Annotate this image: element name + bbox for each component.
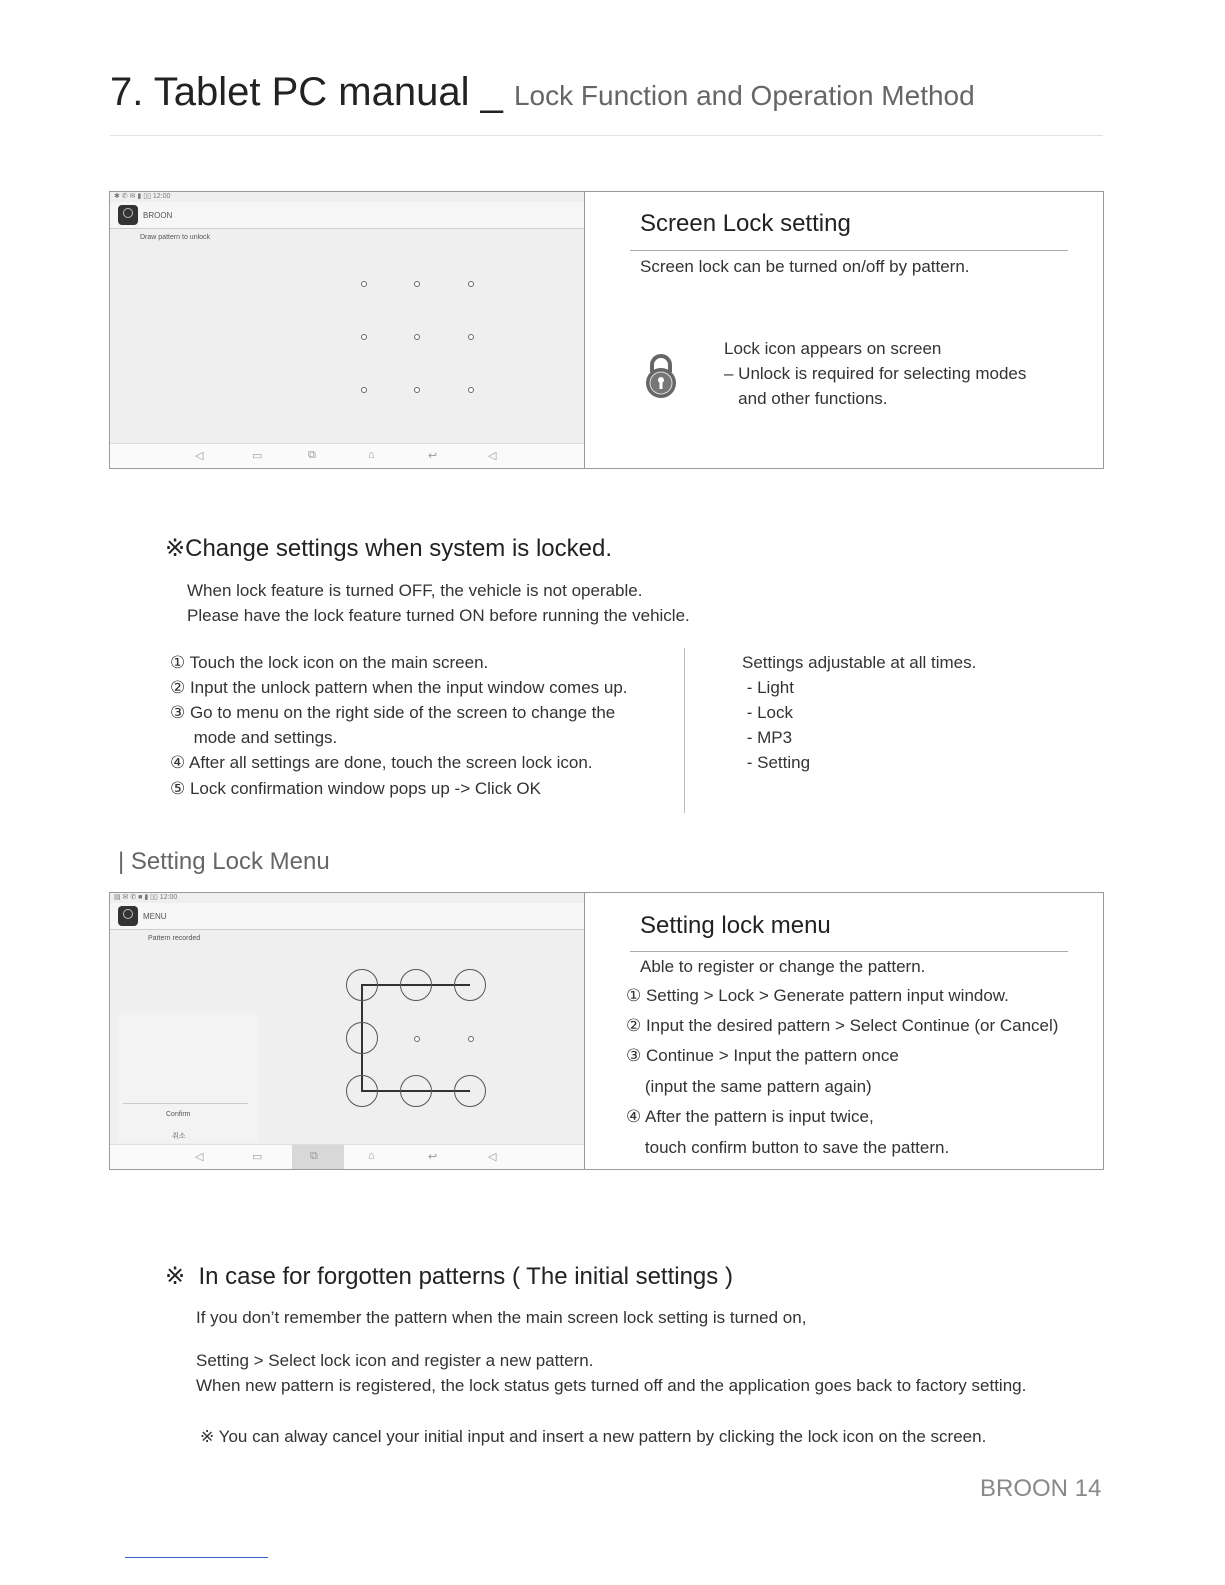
forgotten-paragraph-2a: Setting > Select lock icon and register a new pattern. <box>196 1351 594 1370</box>
pattern-node-selected[interactable] <box>454 1075 486 1107</box>
nav-bar <box>110 1144 584 1169</box>
pattern-dot[interactable] <box>468 387 474 393</box>
volume-up-icon[interactable]: ◁ <box>488 450 497 462</box>
intro-line-2: Please have the lock feature turned ON before running the vehicle. <box>187 606 690 625</box>
pattern-node-selected[interactable] <box>346 1022 378 1054</box>
status-bar: ✱ ✆ ✉ ▮ ▯▯ 12:00 <box>114 193 171 200</box>
tablet-screenshot-pattern <box>110 893 585 1169</box>
pattern-dot[interactable] <box>361 387 367 393</box>
footer-link-line <box>125 1557 268 1558</box>
card-description: Screen lock can be turned on/off by pattern. <box>640 257 970 276</box>
adjustable-item: - MP3 <box>742 728 793 747</box>
pattern-node-selected[interactable] <box>454 969 486 1001</box>
setting-lock-panel <box>109 892 1104 1170</box>
volume-down-icon[interactable]: ◁ <box>195 1151 204 1163</box>
card-line: Able to register or change the pattern. <box>640 957 926 976</box>
card-title: Setting lock menu <box>640 912 831 939</box>
pattern-dot[interactable] <box>414 1036 420 1042</box>
pattern-dot[interactable] <box>361 281 367 287</box>
pattern-dot[interactable] <box>414 387 420 393</box>
card-line: ③ Continue > Input the pattern once <box>626 1046 899 1065</box>
menu-icon[interactable]: ▭ <box>252 1151 263 1163</box>
pattern-dot[interactable] <box>361 334 367 340</box>
step-1: ① Touch the lock icon on the main screen. <box>170 653 489 672</box>
app-title: MENU <box>143 911 167 921</box>
section-label-setting-lock-menu: | Setting Lock Menu <box>118 848 330 875</box>
confirm-menu-item[interactable]: Confirm <box>166 1111 191 1118</box>
back-icon[interactable]: ↩ <box>428 450 438 462</box>
screenshot-icon[interactable]: ⧉ <box>308 449 316 461</box>
pattern-dot[interactable] <box>468 281 474 287</box>
pattern-dot[interactable] <box>414 281 420 287</box>
volume-down-icon[interactable]: ◁ <box>195 450 204 462</box>
step-5: ⑤ Lock confirmation window pops up -> Click OK <box>170 779 541 798</box>
card-line: ④ After the pattern is input twice, <box>626 1107 874 1126</box>
forgotten-note: ※ You can alway cancel your initial input and insert a new pattern by clicking the lock icon on the screen. <box>200 1427 987 1446</box>
lock-note-line-1: Lock icon appears on screen <box>724 339 942 358</box>
tablet-screenshot-unlock <box>110 192 585 468</box>
pattern-dot[interactable] <box>468 334 474 340</box>
home-icon[interactable]: ⌂ <box>368 1150 375 1162</box>
forgotten-paragraph-1: If you don’t remember the pattern when the main screen lock setting is turned on, <box>196 1308 807 1327</box>
card-line: ① Setting > Lock > Generate pattern input window. <box>626 986 1009 1005</box>
app-bar <box>110 202 584 229</box>
step-2: ② Input the unlock pattern when the input window comes up. <box>170 678 628 697</box>
card-divider <box>630 951 1068 952</box>
step-3-cont: mode and settings. <box>170 728 338 747</box>
title-main: 7. Tablet PC manual _ <box>110 70 503 114</box>
section-title-forgotten-patterns: ※ In case for forgotten patterns ( The initial settings ) <box>165 1263 733 1290</box>
app-title: BROON <box>143 210 173 220</box>
pattern-node-selected[interactable] <box>346 969 378 1001</box>
page-number: BROON 14 <box>980 1475 1102 1502</box>
card-divider <box>630 250 1068 251</box>
pattern-dot[interactable] <box>468 1036 474 1042</box>
pattern-node-selected[interactable] <box>400 1075 432 1107</box>
step-3: ③ Go to menu on the right side of the screen to change the <box>170 703 616 722</box>
menu-icon[interactable]: ▭ <box>252 450 263 462</box>
card-line: touch confirm button to save the pattern. <box>626 1138 950 1157</box>
volume-up-icon[interactable]: ◁ <box>488 1151 497 1163</box>
card-line: ② Input the desired pattern > Select Continue (or Cancel) <box>626 1016 1059 1035</box>
intro-line-1: When lock feature is turned OFF, the vehicle is not operable. <box>187 581 643 600</box>
screenshot-icon[interactable]: ⧉ <box>310 1150 318 1162</box>
pattern-dot[interactable] <box>414 334 420 340</box>
column-divider <box>684 648 685 813</box>
lock-note-line-2: – Unlock is required for selecting modes <box>724 364 1027 383</box>
cancel-menu-item[interactable]: 취소 <box>172 1133 186 1140</box>
adjustable-item: - Lock <box>742 703 794 722</box>
card-line: (input the same pattern again) <box>626 1077 872 1096</box>
title-sub: Lock Function and Operation Method <box>513 80 975 111</box>
forgotten-paragraph-2b: When new pattern is registered, the lock status gets turned off and the application goes back to factory setting. <box>196 1376 1027 1395</box>
adjustable-heading: Settings adjustable at all times. <box>742 653 977 672</box>
pattern-status-text: Pattern recorded <box>148 935 201 942</box>
padlock-icon <box>643 352 679 398</box>
home-icon[interactable]: ⌂ <box>368 449 375 461</box>
step-4: ④ After all settings are done, touch the screen lock icon. <box>170 753 593 772</box>
nav-bar <box>110 443 584 468</box>
pattern-node-selected[interactable] <box>400 969 432 1001</box>
pattern-node-selected[interactable] <box>346 1075 378 1107</box>
back-icon[interactable]: ↩ <box>428 1151 438 1163</box>
card-title: Screen Lock setting <box>640 210 851 237</box>
screen-lock-panel <box>109 191 1104 469</box>
adjustable-item: - Light <box>742 678 794 697</box>
header-divider <box>110 135 1103 136</box>
screenshot-button[interactable] <box>292 1145 344 1169</box>
section-title-change-settings: ※Change settings when system is locked. <box>165 535 612 562</box>
unlock-prompt: Draw pattern to unlock <box>140 234 211 241</box>
adjustable-item: - Setting <box>742 753 811 772</box>
page-title <box>110 70 975 115</box>
status-bar: ▤ ✉ ✆ ■ ▮ ▯▯ 12:00 <box>114 894 178 901</box>
app-logo-icon <box>118 205 138 225</box>
lock-note-line-3: and other functions. <box>724 389 888 408</box>
